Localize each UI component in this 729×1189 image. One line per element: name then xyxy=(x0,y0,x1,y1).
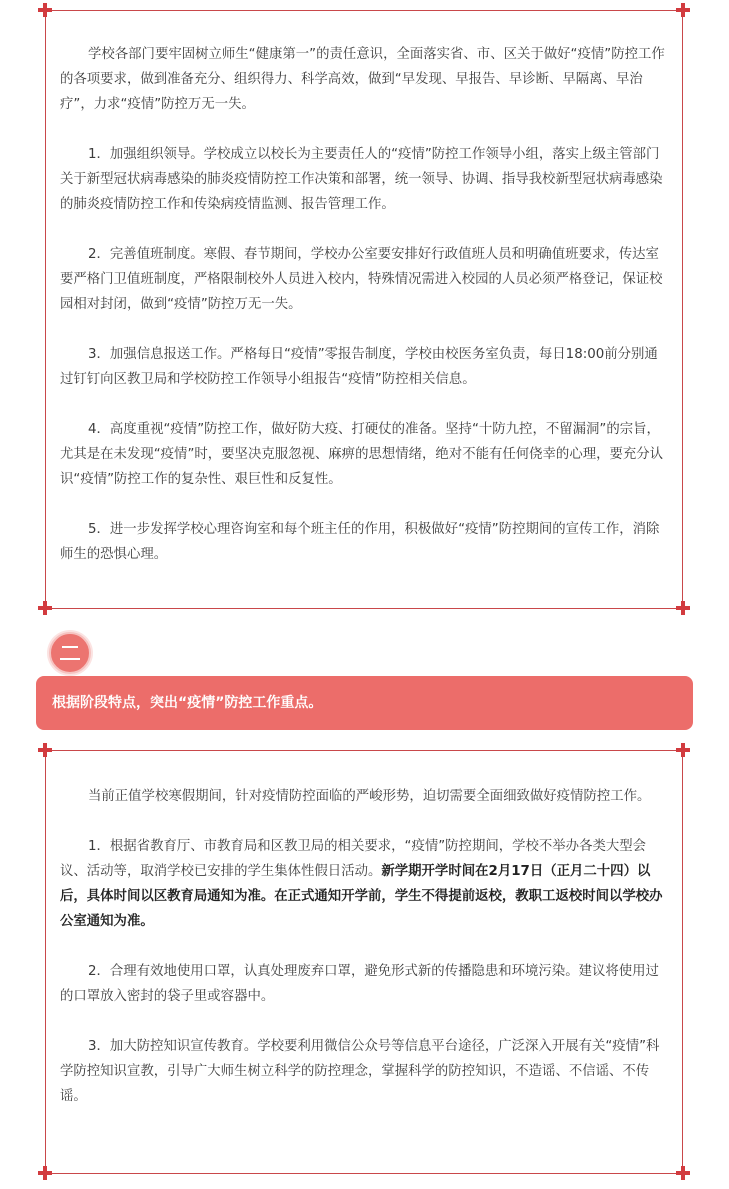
plus-corner-icon xyxy=(38,601,52,615)
paragraph-text: 2．合理有效地使用口罩，认真处理废弃口罩，避免形式新的传播隐患和环境污染。建议将使用过的口罩放入密封的袋子里或容器中。 xyxy=(60,964,659,1004)
section2-paragraph xyxy=(60,784,670,809)
section1-paragraph: 5．进一步发挥学校心理咨询室和每个班主任的作用，积极做好“疫情”防控期间的宣传工作，消除师生的恐惧心理。 xyxy=(60,522,660,562)
plus-corner-icon xyxy=(38,743,52,757)
section1-paragraph: 2．完善值班制度。寒假、春节期间，学校办公室要安排好行政值班人员和明确值班要求，传达室要严格门卫值班制度，严格限制校外人员进入校内，特殊情况需进入校园的人员必须严格登记，保证校园相对封闭，做到“疫情”防控万无一失。 xyxy=(60,247,663,312)
plus-corner-icon xyxy=(676,743,690,757)
plus-corner-icon xyxy=(38,1166,52,1180)
section1-paragraph: 1．加强组织领导。学校成立以校长为主要责任人的“疫情”防控工作领导小组，落实上级主管部门关于新型冠状病毒感染的肺炎疫情防控工作决策和部署，统一领导、协调、指导我校新型冠状病毒感染的肺炎疫情防控工作和传染病疫情监测、报告管理工作。 xyxy=(60,147,663,212)
plus-corner-icon xyxy=(676,1166,690,1180)
section1-paragraph: 4．高度重视“疫情”防控工作，做好防大疫、打硬仗的准备。坚持“十防九控，不留漏洞”的宗旨，尤其是在未发现“疫情”时，要坚决克服忽视、麻痹的思想情绪，绝对不能有任何侥幸的心理，要充分认识“疫情”防控工作的复杂性、艰巨性和反复性。 xyxy=(60,422,664,487)
section1-bottom-border xyxy=(38,608,690,609)
plus-corner-icon xyxy=(676,601,690,615)
section2-paragraph xyxy=(60,834,670,934)
section1-content xyxy=(60,42,670,592)
section2-heading: 根据阶段特点，突出“疫情”防控工作重点。 xyxy=(36,676,693,730)
paragraph-bold-text: 新学期开学时间在2月17日（正月二十四）以后，具体时间以区教育局通知为准。在正式通知开学前，学生不得提前返校，教职工返校时间以学校办公室通知为准。 xyxy=(60,864,663,929)
plus-corner-icon xyxy=(676,3,690,17)
section2-content xyxy=(60,784,670,1134)
paragraph-text: 1．根据省教育厅、市教育局和区教卫局的相关要求，“疫情”防控期间，学校不举办各类大型会议、活动等，取消学校已安排的学生集体性假日活动。 xyxy=(60,839,647,879)
section2-paragraph xyxy=(60,959,670,1009)
section2-bottom-border xyxy=(38,1173,690,1174)
paragraph-text: 当前正值学校寒假期间，针对疫情防控面临的严峻形势，迫切需要全面细致做好疫情防控工作。 xyxy=(88,789,651,804)
section2-paragraph xyxy=(60,1034,670,1109)
section1-paragraph: 3．加强信息报送工作。严格每日“疫情”零报告制度，学校由校医务室负责，每日18:00前分别通过钉钉向区教卫局和学校防控工作领导小组报告“疫情”防控相关信息。 xyxy=(60,347,658,387)
plus-corner-icon xyxy=(38,3,52,17)
paragraph-text: 3．加大防控知识宣传教育。学校要利用微信公众号等信息平台途径，广泛深入开展有关“疫情”科学防控知识宣教，引导广大师生树立科学的防控理念，掌握科学的防控知识，不造谣、不信谣、不传谣。 xyxy=(60,1039,660,1104)
section1-paragraph: 学校各部门要牢固树立师生“健康第一”的责任意识，全面落实省、市、区关于做好“疫情”防控工作的各项要求，做到准备充分、组织得力、科学高效，做到“早发现、早报告、早诊断、早隔离、早治疗”，力求“疫情”防控万无一失。 xyxy=(60,47,665,112)
number-two-badge-icon xyxy=(49,632,91,674)
